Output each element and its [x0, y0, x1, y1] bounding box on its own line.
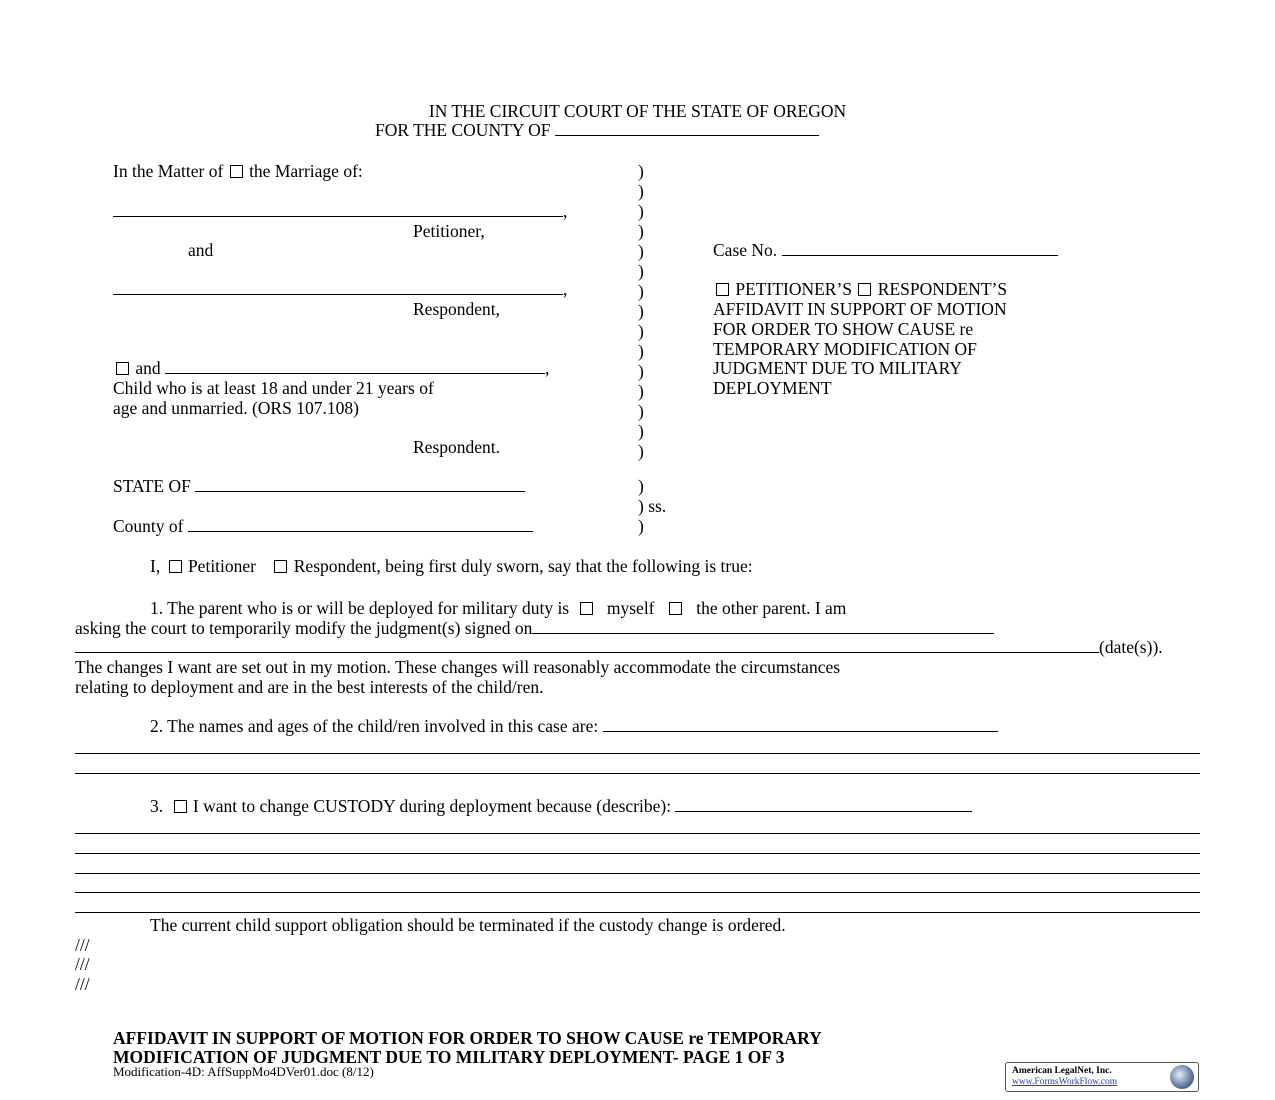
- county-of-line: County of: [113, 516, 533, 536]
- respondent-final-label: Respondent.: [413, 437, 501, 457]
- petitioner-name-field[interactable]: [113, 201, 563, 217]
- respondent-name-field[interactable]: [113, 279, 563, 295]
- document-title-5: DEPLOYMENT: [713, 378, 832, 398]
- court-heading: IN THE CIRCUIT COURT OF THE STATE OF OREGON: [428, 101, 847, 121]
- custody-reason-line-4[interactable]: [75, 873, 1200, 874]
- continuation-mark: ///: [75, 974, 90, 994]
- children-names-field[interactable]: [603, 716, 998, 732]
- county-heading: FOR THE COUNTY OF: [375, 120, 819, 140]
- child-name-field[interactable]: [165, 358, 545, 374]
- custody-reason-line-2[interactable]: [75, 833, 1200, 834]
- footer-title-2: MODIFICATION OF JUDGMENT DUE TO MILITARY DEPLOYMENT- PAGE 1 OF 3: [113, 1047, 785, 1067]
- party-select-line: PETITIONER’S RESPONDENT’S: [713, 279, 1007, 299]
- custody-reason-line-6[interactable]: [75, 912, 1200, 913]
- oath-respondent-checkbox[interactable]: [274, 560, 287, 573]
- item3-line: 3. I want to change CUSTODY during deployment because (describe):: [150, 796, 972, 816]
- american-legalnet-logo[interactable]: [1005, 1062, 1199, 1092]
- form-code: Modification-4D: AffSuppMo4DVer01.doc (8/12): [113, 1064, 374, 1079]
- custody-reason-field[interactable]: [675, 796, 972, 812]
- document-title-3: TEMPORARY MODIFICATION OF: [713, 339, 977, 359]
- custody-change-checkbox[interactable]: [174, 800, 187, 813]
- venue-parens: ) ) ss. ): [638, 476, 667, 536]
- item2-line: 2. The names and ages of the child/ren involved in this case are:: [150, 716, 998, 736]
- continuation-mark: ///: [75, 954, 90, 974]
- oath-line: I, Petitioner Respondent, being first duly sworn, say that the following is true:: [150, 556, 753, 576]
- deployed-other-parent-checkbox[interactable]: [669, 602, 682, 615]
- and-label: and: [188, 240, 214, 260]
- children-line-2[interactable]: [75, 753, 1200, 754]
- footer-title-1: AFFIDAVIT IN SUPPORT OF MOTION FOR ORDER TO SHOW CAUSE re TEMPORARY: [113, 1028, 822, 1048]
- matter-line: In the Matter of the Marriage of:: [113, 161, 363, 181]
- respondent-party-checkbox[interactable]: [858, 283, 871, 296]
- state-field[interactable]: [195, 476, 525, 492]
- petitioner-name-line: ,: [113, 201, 567, 221]
- document-title-2: FOR ORDER TO SHOW CAUSE re: [713, 319, 974, 339]
- logo-company-name: American LegalNet, Inc.: [1012, 1066, 1112, 1076]
- item1-line3: (date(s)).: [75, 637, 1163, 657]
- children-line-3[interactable]: [75, 773, 1200, 774]
- oath-petitioner-checkbox[interactable]: [169, 560, 182, 573]
- judgment-dates-field[interactable]: [532, 618, 994, 634]
- child-description-2: age and unmarried. (ORS 107.108): [113, 398, 359, 418]
- child-description-1: Child who is at least 18 and under 21 years of: [113, 378, 434, 398]
- continuation-mark: ///: [75, 935, 90, 955]
- logo-website-link[interactable]: www.FormsWorkFlow.com: [1012, 1077, 1118, 1087]
- item1-line1: 1. The parent who is or will be deployed for military duty is myself the other parent. I am: [150, 598, 847, 618]
- custody-reason-line-5[interactable]: [75, 892, 1200, 893]
- child-checkbox[interactable]: [116, 362, 129, 375]
- item1-line2: asking the court to temporarily modify the judgment(s) signed on: [75, 618, 994, 638]
- state-of-line: STATE OF: [113, 476, 525, 496]
- county-of-field[interactable]: [188, 516, 533, 532]
- document-title-1: AFFIDAVIT IN SUPPORT OF MOTION: [713, 299, 1007, 319]
- case-number-line: Case No.: [713, 240, 1058, 260]
- custody-reason-line-3[interactable]: [75, 853, 1200, 854]
- item1-line5: relating to deployment and are in the best interests of the child/ren.: [75, 677, 544, 697]
- deployed-myself-checkbox[interactable]: [580, 602, 593, 615]
- child-name-line: and ,: [113, 358, 549, 378]
- respondent-label: Respondent,: [413, 299, 501, 319]
- petitioner-party-checkbox[interactable]: [716, 283, 729, 296]
- marriage-checkbox[interactable]: [230, 165, 243, 178]
- respondent-name-line: ,: [113, 279, 567, 299]
- item1-line4: The changes I want are set out in my motion. These changes will reasonably accommodate the circumstances: [75, 657, 841, 677]
- case-number-field[interactable]: [782, 240, 1058, 256]
- document-title-4: JUDGMENT DUE TO MILITARY: [713, 358, 962, 378]
- globe-icon: [1170, 1065, 1194, 1089]
- caption-parens: ) ) ) ) ) ) ) ) ) ) ) ) ) ) ): [638, 161, 644, 461]
- petitioner-label: Petitioner,: [413, 221, 485, 241]
- child-support-statement: The current child support obligation should be terminated if the custody change is ordered.: [150, 915, 786, 935]
- county-field[interactable]: [555, 120, 819, 136]
- judgment-dates-field-2[interactable]: [75, 637, 1099, 653]
